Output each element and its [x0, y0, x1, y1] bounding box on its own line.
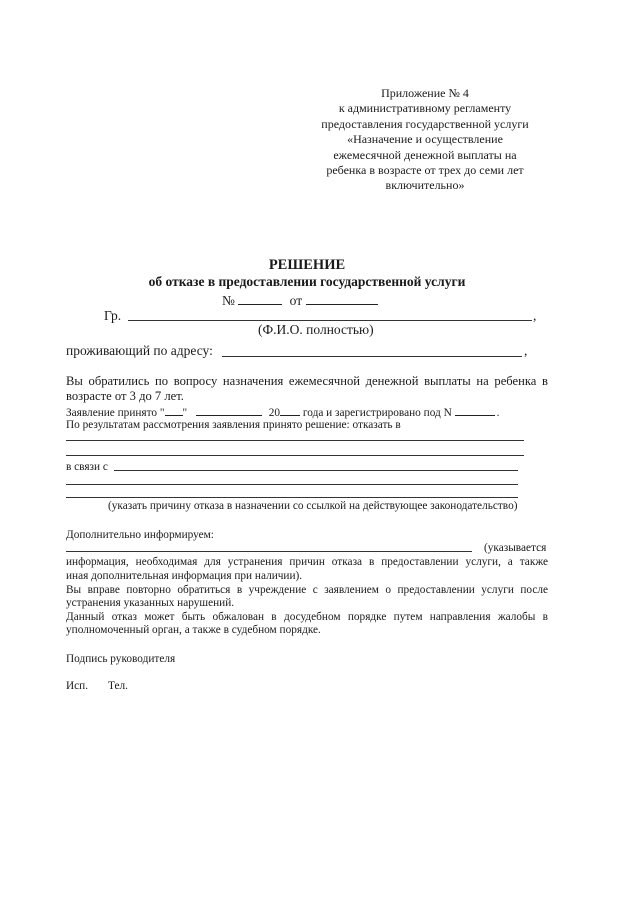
appeal-right-line-2: уполномоченный орган, а также в судебном порядке.	[66, 624, 321, 636]
appeal-right-line-1: Данный отказ может быть обжалован в досудебном порядке путем направления жалобы в	[66, 611, 548, 623]
appendix-line: включительно»	[385, 178, 465, 193]
repeat-line-2: устранения указанных нарушений.	[66, 597, 235, 609]
additional-info-line[interactable]	[66, 551, 472, 552]
year-blank[interactable]	[280, 405, 300, 416]
appendix-line: предоставления государственной услуги	[321, 116, 529, 131]
accepted-year: 20	[268, 407, 281, 419]
additional-note-tail: (указывается	[484, 542, 547, 554]
accepted-prefix: Заявление принято "	[66, 407, 165, 419]
appendix-line: «Назначение и осуществление	[347, 132, 503, 147]
accepted-line	[66, 405, 499, 419]
additional-note-3: иная дополнительная информация при наличии).	[66, 570, 303, 582]
appeal-line-2: возрасте от 3 до 7 лет.	[66, 389, 184, 403]
fio-hint: (Ф.И.О. полностью)	[258, 322, 374, 337]
number-date-line	[222, 292, 378, 309]
number-blank[interactable]	[238, 292, 282, 305]
document-subtitle: об отказе в предоставлении государственной услуги	[148, 274, 466, 289]
decision-text: По результатам рассмотрения заявления принято решение: отказать в	[66, 419, 401, 431]
reason-line-1[interactable]	[114, 470, 518, 471]
citizen-name-field[interactable]	[128, 320, 532, 321]
date-blank[interactable]	[306, 292, 378, 305]
accepted-period: .	[496, 407, 500, 419]
reason-line-2[interactable]	[66, 484, 518, 485]
reason-line-3[interactable]	[66, 497, 518, 498]
address-field[interactable]	[222, 356, 522, 357]
registration-number-blank[interactable]	[455, 405, 495, 416]
accepted-quote: "	[182, 407, 188, 419]
due-to-label: в связи с	[66, 461, 108, 473]
reason-hint: (указать причину отказа в назначении со ссылкой на действующее законодательство)	[108, 500, 518, 512]
decision-line-2[interactable]	[66, 455, 524, 456]
appendix-line: к административному регламенту	[338, 101, 512, 116]
address-label: проживающий по адресу:	[66, 343, 213, 358]
appendix-line: Приложение № 4	[381, 86, 469, 100]
phone-label: Тел.	[108, 680, 128, 692]
day-blank[interactable]	[165, 405, 183, 416]
executor-label: Исп.	[66, 680, 89, 692]
signature-label: Подпись руководителя	[66, 653, 176, 665]
appendix-line: ребенка в возрасте от трех до семи лет	[326, 163, 524, 178]
repeat-line-1: Вы вправе повторно обратиться в учреждение с заявлением о предоставлении услуги после	[66, 584, 548, 596]
decision-line-1[interactable]	[66, 440, 524, 441]
appeal-line-1: Вы обратились по вопросу назначения ежемесячной денежной выплаты на ребенка в	[66, 374, 548, 388]
appendix-block	[290, 86, 560, 194]
number-label: №	[222, 293, 235, 308]
additional-label: Дополнительно информируем:	[66, 529, 214, 541]
month-blank[interactable]	[196, 405, 262, 416]
citizen-comma: ,	[533, 308, 537, 323]
citizen-prefix: Гр.	[104, 308, 122, 323]
from-label: от	[289, 293, 303, 308]
accepted-suffix: года и зарегистрировано под N	[302, 407, 452, 419]
additional-note-2: информация, необходимая для устранения причин отказа в предоставлении услуги, а также	[66, 556, 548, 568]
address-comma: ,	[524, 343, 528, 358]
document-title: РЕШЕНИЕ	[268, 257, 346, 273]
appendix-line: ежемесячной денежной выплаты на	[333, 147, 517, 162]
